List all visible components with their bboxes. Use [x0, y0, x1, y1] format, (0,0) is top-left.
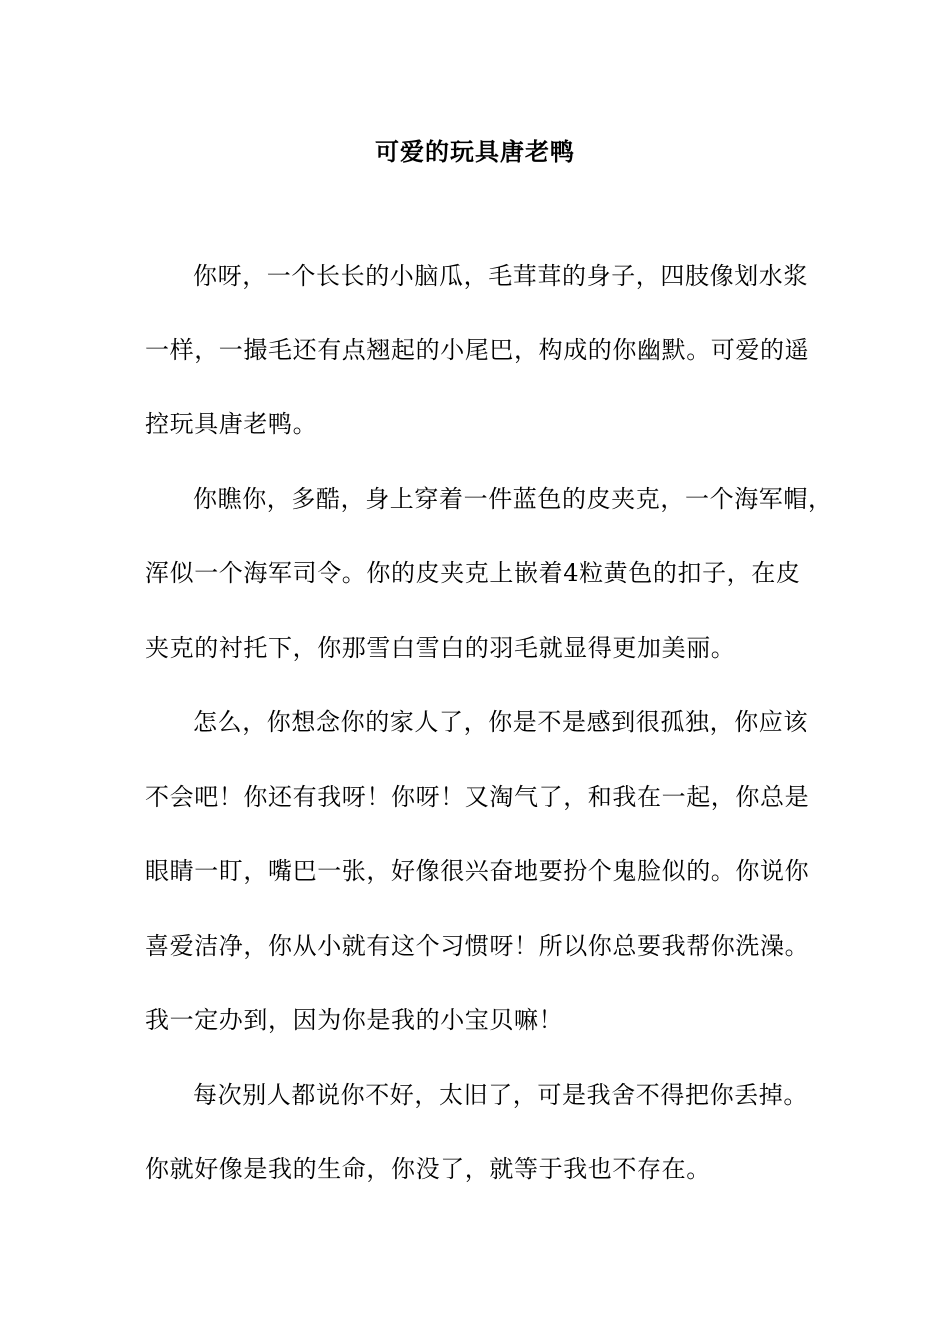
paragraph-1-line-2: 一样，一撮毛还有点翘起的小尾巴，构成的你幽默。可爱的遥 — [145, 336, 810, 364]
paragraph-4-line-2: 你就好像是我的生命，你没了，就等于我也不存在。 — [145, 1155, 711, 1183]
paragraph-2-line-2: 浑似一个海军司令。你的皮夹克上嵌着4粒黄色的扣子，在皮 — [145, 559, 801, 587]
paragraph-4-line-1: 每次别人都说你不好，太旧了，可是我舍不得把你丢掉。 — [193, 1081, 808, 1109]
paragraph-2-line-3: 夹克的衬托下，你那雪白雪白的羽毛就显得更加美丽。 — [145, 634, 736, 662]
paragraph-3-line-1: 怎么，你想念你的家人了，你是不是感到很孤独，你应该 — [193, 708, 808, 736]
paragraph-3-line-5: 我一定办到，因为你是我的小宝贝嘛！ — [145, 1006, 564, 1034]
paragraph-3-line-3: 眼睛一盯，嘴巴一张，好像很兴奋地要扮个鬼脸似的。你说你 — [145, 857, 810, 885]
paragraph-1-line-3: 控玩具唐老鸭。 — [145, 410, 318, 438]
paragraph-2-line-1: 你瞧你，多酷，身上穿着一件蓝色的皮夹克，一个海军帽， — [193, 485, 833, 513]
document-title: 可爱的玩具唐老鸭 — [375, 137, 575, 166]
paragraph-3-line-2: 不会吧！你还有我呀！你呀！又淘气了，和我在一起，你总是 — [145, 783, 810, 811]
paragraph-3-line-4: 喜爱洁净，你从小就有这个习惯呀！所以你总要我帮你洗澡。 — [145, 932, 810, 960]
paragraph-1-line-1: 你呀，一个长长的小脑瓜，毛茸茸的身子，四肢像划水浆 — [193, 262, 808, 290]
